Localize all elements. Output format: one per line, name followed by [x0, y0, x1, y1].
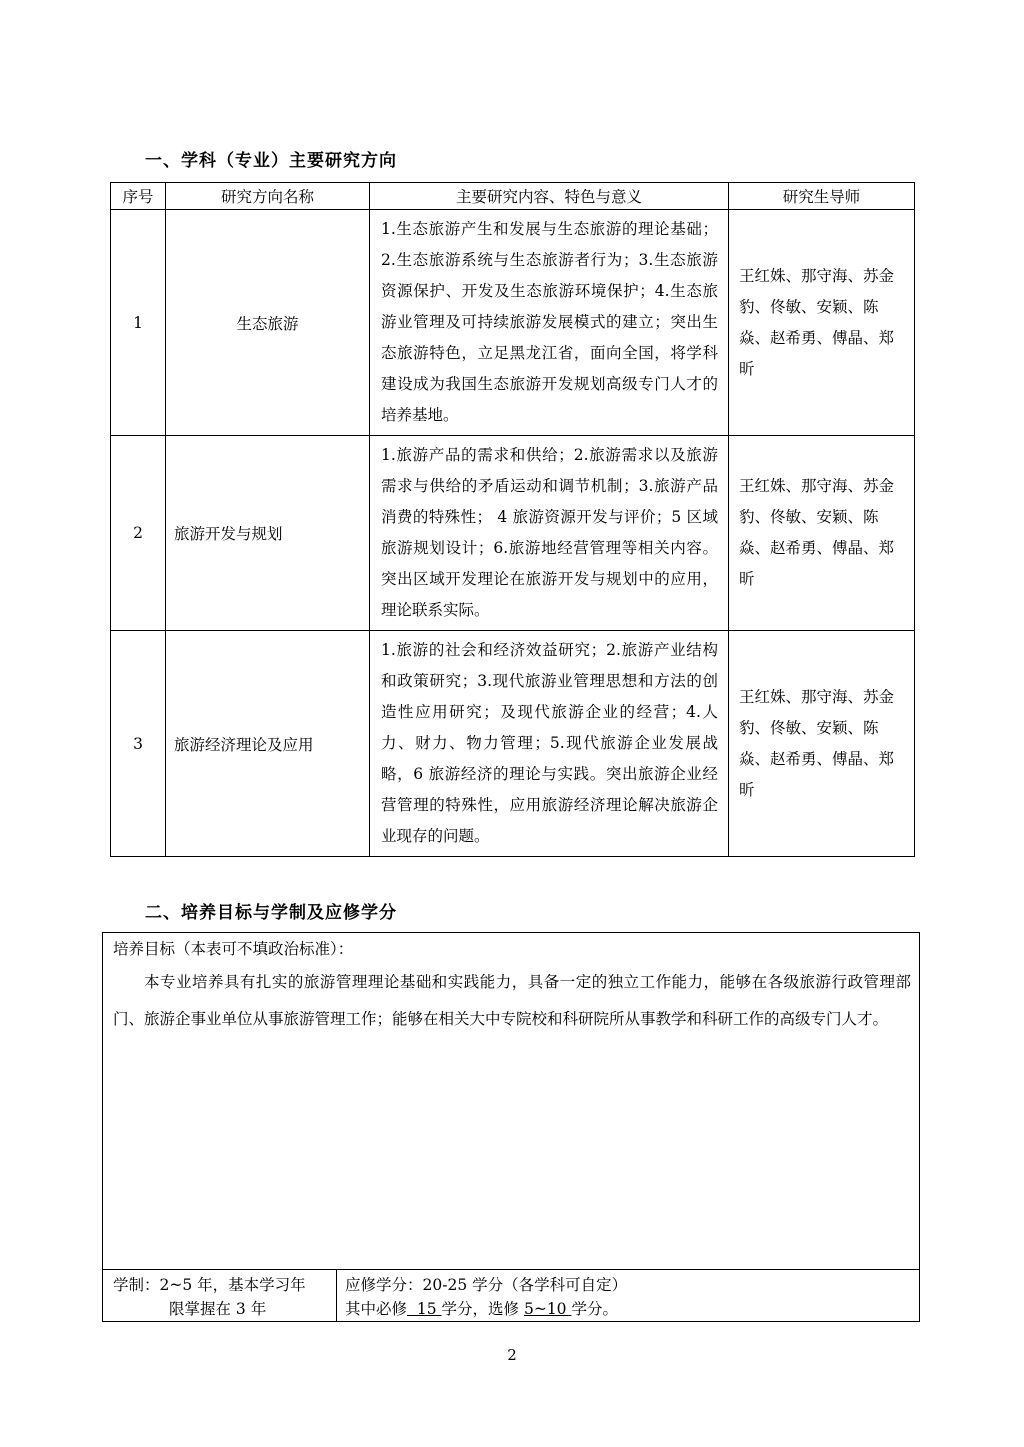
study-system-line2: 限掌握在 3 年 — [169, 1300, 267, 1318]
row-no: 2 — [111, 436, 166, 631]
header-no: 序号 — [111, 183, 166, 210]
section1-title: 一、学科（专业）主要研究方向 — [145, 151, 397, 171]
page-number: 2 — [507, 1346, 517, 1364]
study-system-line1: 学制：2~5 年，基本学习年 — [113, 1276, 306, 1294]
row-direction-name: 生态旅游 — [166, 210, 370, 436]
table-row — [111, 436, 915, 631]
required-credits: 15 — [407, 1300, 442, 1318]
table-row — [111, 210, 915, 436]
research-directions-table — [110, 182, 915, 857]
row-direction-name: 旅游经济理论及应用 — [166, 631, 370, 857]
credits-pre: 其中必修 — [345, 1300, 408, 1318]
training-goal-box — [102, 932, 920, 1322]
row-content: 1.生态旅游产生和发展与生态旅游的理论基础；2.生态旅游系统与生态旅游者行为；3.生态旅游资源保护、开发及生态旅游环境保护；4.生态旅游业管理及可持续旅游发展模式的建立；突出生态旅游特色，立足黑龙江省，面向全国，将学科建设成为我国生态旅游开发规划高级专门人才的培养基地。 — [370, 210, 729, 436]
header-direction-name: 研究方向名称 — [166, 183, 370, 210]
table-row — [111, 631, 915, 857]
header-advisors: 研究生导师 — [729, 183, 915, 210]
study-system-row — [103, 1269, 919, 1321]
credits-line1: 应修学分：20-25 学分（各学科可自定） — [345, 1276, 628, 1294]
cell-divider — [336, 1270, 337, 1321]
row-direction-name: 旅游开发与规划 — [166, 436, 370, 631]
goal-text: 本专业培养具有扎实的旅游管理理论基础和实践能力，具备一定的独立工作能力，能够在各级旅游行政管理部门、旅游企事业单位从事旅游管理工作；能够在相关大中专院校和科研院所从事教学和科研工作的高级专门人才。 — [113, 973, 911, 1028]
row-content: 1.旅游产品的需求和供给；2.旅游需求以及旅游需求与供给的矛盾运动和调节机制；3.旅游产品消费的特殊性； 4 旅游资源开发与评价；5 区域旅游规划设计；6.旅游地经营管理等相关内容。突出区域开发理论在旅游开发与规划中的应用，理论联系实际。 — [370, 436, 729, 631]
row-content: 1.旅游的社会和经济效益研究；2.旅游产业结构和政策研究；3.现代旅游业管理思想和方法的创造性应用研究；及现代旅游企业的经营；4.人力、财力、物力管理；5.现代旅游企业发展战略，6 旅游经济的理论与实践。突出旅游企业经营管理的特殊性，应用旅游经济理论解决旅游企业现存的问题。 — [370, 631, 729, 857]
section2-title: 二、培养目标与学制及应修学分 — [145, 903, 397, 923]
row-no: 3 — [111, 631, 166, 857]
table-header-row — [111, 183, 915, 210]
header-content: 主要研究内容、特色与意义 — [370, 183, 729, 210]
credits-post: 学分。 — [571, 1300, 618, 1318]
credits-cell — [345, 1273, 627, 1321]
credits-line2 — [345, 1297, 627, 1321]
row-advisors: 王红姝、那守海、苏金豹、佟敏、安颖、陈焱、赵希勇、傅晶、郑昕 — [729, 436, 915, 631]
row-advisors: 王红姝、那守海、苏金豹、佟敏、安颖、陈焱、赵希勇、傅晶、郑昕 — [729, 210, 915, 436]
goal-label: 培养目标（本表可不填政治标准）： — [113, 940, 354, 958]
study-system-cell — [113, 1273, 335, 1321]
row-no: 1 — [111, 210, 166, 436]
credits-mid: 学分，选修 — [441, 1300, 524, 1318]
row-advisors: 王红姝、那守海、苏金豹、佟敏、安颖、陈焱、赵希勇、傅晶、郑昕 — [729, 631, 915, 857]
elective-credits: 5~10 — [523, 1300, 572, 1318]
